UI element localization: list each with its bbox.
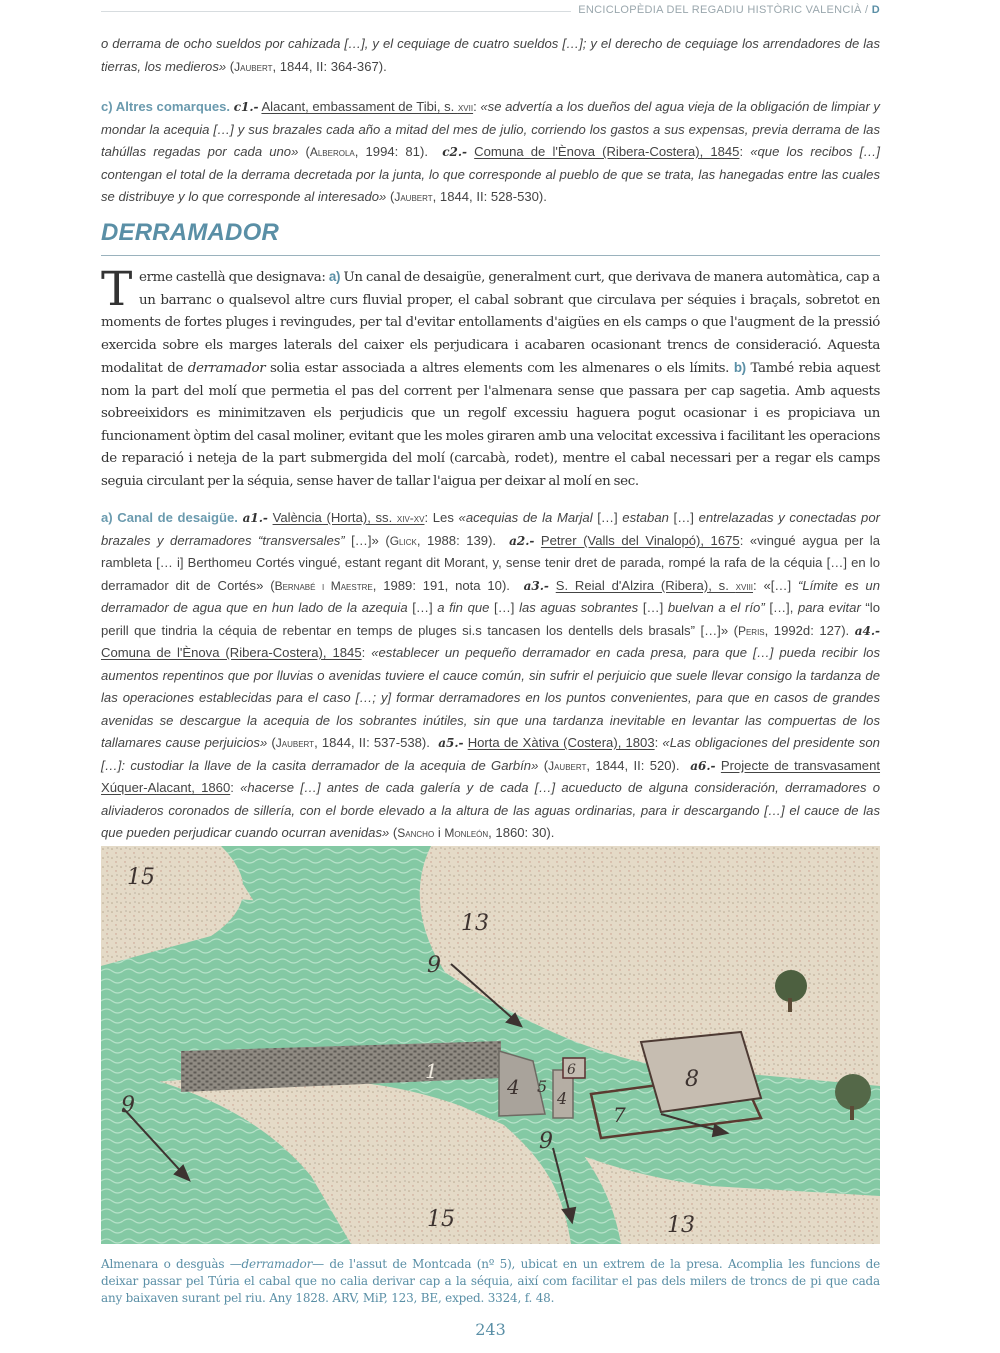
text: […]» ( (344, 532, 390, 548)
reference: , 1844, II: 537-538). (314, 735, 430, 750)
quote: entrelazadas y conectadas por brazales y derramadores “transversales” (101, 510, 880, 548)
citation-number-c1: c1.- (233, 100, 259, 114)
text: : «[…] (753, 577, 798, 593)
quote: buelvan a el río” (667, 600, 765, 615)
page (101, 0, 880, 1353)
label-a: a) (328, 269, 341, 284)
author: Sancho (397, 826, 435, 840)
citation-place-a1 (273, 510, 425, 525)
author: Jaubert (275, 736, 315, 750)
citation-place-a5: Horta de Xàtiva (Costera), 1803 (467, 735, 655, 750)
citation-number-a5: a5.- (438, 736, 464, 750)
tree-trunk (850, 1106, 854, 1120)
entry-title: DERRAMADOR (101, 219, 279, 246)
citation-place-a6: Projecte de transvasament Xúquer-Alacant, 1860 (101, 757, 881, 795)
text: […] (638, 600, 668, 615)
map-label: 4 (557, 1089, 568, 1108)
page-number: 243 (475, 1320, 506, 1339)
author: Bernabé i Maestre (274, 578, 373, 593)
tree (835, 1074, 871, 1110)
map-label: 5 (537, 1077, 548, 1096)
quote-a4: «establecer un pequeño derramador en cada presa, para que […] pueda recibir los aumentos repentinos que por lluvias o avenidas tuviere el cauce común, sin sufrir el perjuicio que suele llevar consigo la tardanza de las operaciones establecidas para el caso […; y] formar derramadores en los puntos convenientes, para que en casos de grandes avenidas se descargue la acequia de los sobrantes inútiles, sin que una tardanza inevitable en levantar las compuertas de los tallamares cause perjuicios» (101, 645, 880, 750)
place-text: València (Horta), ss. (272, 510, 397, 525)
entry-title-rule (101, 255, 880, 256)
citation-number-a4: a4.- (854, 623, 881, 638)
citation-place-c1 (261, 99, 473, 114)
reference: , 1989: 191, nota 10). (372, 577, 510, 593)
map-label: 6 (567, 1062, 576, 1078)
caption-term: derramador (241, 1257, 313, 1271)
tree (775, 970, 807, 1002)
citations-heading: a) Canal de desaigüe. (101, 510, 238, 525)
map-label: 9 (121, 1093, 135, 1118)
map-label: 1 (425, 1059, 438, 1083)
century: xvii (457, 100, 474, 114)
citation-number-a1: a1.- (242, 511, 268, 525)
citation-place-a4: Comuna de l'Ènova (Ribera-Costera), 1845 (101, 645, 362, 660)
map-label: 9 (427, 953, 441, 978)
reference: , 1994: 81). (354, 144, 428, 159)
citation-text-a2: : «vingué aygua per la rambleta [… i] Berthomeu Cortés vingué, estant regant dit Morant, y, sense tenir dret de parada, rompé la rafa de la céquia […] en lo derramador dit de Cortés» ( (101, 532, 880, 593)
figure-caption (101, 1256, 880, 1307)
quote: las aguas sobrantes (519, 600, 639, 615)
running-header (101, 4, 880, 20)
citation-number-c2: c2.- (442, 145, 468, 159)
citation-place-c2: Comuna de l'Ènova (Ribera-Costera), 1845 (474, 144, 740, 159)
text: […] (592, 510, 623, 525)
map-label: 13 (461, 911, 489, 936)
tree-trunk (788, 998, 792, 1012)
map-label: 15 (127, 865, 155, 890)
author: Jaubert (394, 190, 433, 204)
reference: , 1844, II: 364-367). (272, 58, 387, 74)
definition-text: solia estar associada a altres elements com les almenares o els límits. (265, 361, 734, 376)
definition-text: Un canal de desaigüe, generalment curt, que derivava de manera automàtica, cap a un barranc o qualsevol altre curs fluvial proper, el cabal sobrant que circulava per séquies i braçals, sobretot en moments de fortes pluges i revingudes, per tal d'evitar entollaments d'aigües en els camps o que l'augment de la pressió exercida sobre els marges laterals del caixer els perjudicara i acabaren ocasionant trencs de consideració. Aquesta modalitat de (101, 270, 880, 376)
text: : Les (424, 510, 459, 525)
citation-place-a3 (556, 578, 753, 593)
author: Peris (737, 623, 765, 638)
map-label: 4 (507, 1075, 520, 1099)
quote: para evitar (797, 600, 861, 615)
quote-a6: «hacerse […] antes de cada galería y de cada […] acueducto de alguna consideración, derramadores o aliviaderos coronados de sillería, con el borde elevado a la altura de las aguas ordinarias, para ir descargando […] el cauce de las que pueden perjudicar cuando ocurran avenidas» (101, 780, 880, 840)
text: […] (668, 510, 699, 525)
term: derramador (187, 361, 266, 376)
drop-cap: T (101, 262, 132, 317)
author: Monleón (444, 826, 489, 840)
map-label: 15 (427, 1207, 455, 1232)
weir-map (101, 846, 880, 1244)
century: xviii (735, 578, 754, 593)
author: Glick (389, 533, 417, 548)
reference: , 1844, II: 520). (586, 757, 680, 773)
author: Jaubert (234, 59, 273, 74)
citation-number-a2: a2.- (509, 533, 535, 548)
quote: «acequias de la Marjal (458, 510, 593, 525)
quote: estaban (622, 510, 669, 525)
quote-c2: «que los recibos […] contengan el total de la derrama decretada por la junta, lo que corresponde al pueblo de que se trata, las hanegadas entre las cuales se distribuye y lo que corresponde al interesado» (101, 144, 881, 204)
citation-place-a2: Petrer (Valls del Vinalopó), 1675 (540, 532, 740, 548)
map-illustration (101, 846, 880, 1244)
citations-paragraph: a) Canal de desaigüe. a1.- València (Horta), ss. xiv-xv: Les «acequias de la Marjal […] estaban […] entrelazadas y conectadas por brazales y derramadores “transversales” […]» (Glick, 1988: 139). a2.- Petrer (Valls del Vinalopó), 1675: «vingué aygua per la rambleta [… i] Berthomeu Cortés vingué, estant regant dit Morant, y, sense tenir dret de parada, rompé la rafa de la céquia […] en lo derramador dit de Cortés» (Bernabé i Maestre, 1989: 191, nota 10). a3.- S. Reial d'Alzira (Ribera), s. xviii: «[…] “Límite es un derramador de agua que en hun lado de la azequia […] a fin que […] las aguas sobrantes […] buelvan a el río” […], para evitar “lo perill que tindria la céquia de rebentar en temps de pluges si.s tancasen los dentells dels brasals” […]» (Peris, 1992d: 127). a4.- Comuna de l'Ènova (Ribera-Costera), 1845: «establecer un pequeño derramador en cada presa, para que […] pueda recibir los aumentos repentinos que por lluvias o avenidas tuviere el cauce común, sin sufrir el perjuicio que suele llevar consigo la tardanza de las operaciones establecidas para el caso […; y] formar derramadores en los puntos convenientes, para que en casos de grandes avenidas se descargue la acequia de los sobrantes inútiles, sin que una tardanza inevitable en levantar las compuertas de los tallamares cause perjuicios» (Jaubert, 1844, II: 537-538). a5.- Horta de Xàtiva (Costera), 1803: «Las obligaciones del presidente son […]: custodiar la llave de la casita derramador de la acequia de Garbín» (Jaubert, 1844, II: 520). a6.- Projecte de transvasament Xúquer-Alacant, 1860: «hacerse […] antes de cada galería y de cada […] acueducto de alguna consideración, derramadores o aliviaderos coronados de sillería, con el borde elevado a la altura de las aguas ordinarias, para ir descargando […] el cauce de las que pueden perjudicar cuando ocurran avenidas» (Sancho i Monleón, 1860: 30). (101, 510, 881, 840)
caption-text: Almenara o desguàs — (101, 1257, 242, 1271)
citation-number-a6: a6.- (690, 758, 716, 773)
section-c-paragraph: c) Altres comarques. c1.- Alacant, embassament de Tibi, s. xvii: «se advertía a los dueños del agua vieja de la obligación de limpiar y mondar la acequia […] y sus brazales cada año a mitad del mes de julio, corriendo los gastos a sus expensas, previa derrama de las tahúllas regadas por cada uno» (Alberola, 1994: 81). c2.- Comuna de l'Ènova (Ribera-Costera), 1845: «que los recibos […] contengan el total de la derrama decretada por la junta, lo que corresponde al pueblo de que se trata, las hanegadas entre las cuales se distribuye y lo que corresponde al interesado» (Jaubert, 1844, II: 528-530). (101, 99, 881, 204)
map-label: 9 (539, 1129, 553, 1154)
text: […] (407, 600, 438, 615)
prev-entry-paragraph (101, 33, 880, 78)
place-text: Alacant, embassament de Tibi, s. (261, 99, 458, 114)
map-label: 7 (613, 1103, 626, 1127)
place-text: S. Reial d'Alzira (Ribera), s. (555, 577, 736, 593)
reference: , 1844, II: 528-530). (432, 189, 547, 204)
quote-a5: «Las obligaciones del presidente son […]: custodiar la llave de la casita derramador de la acequia de Garbín» (101, 735, 880, 773)
text: i (434, 825, 445, 840)
definition-text: erme castellà que designava: (139, 270, 329, 285)
reference: , 1992d: 127). (764, 622, 850, 638)
text: “lo perill que tindria la céquia de rebentar en temps de pluges si.s tancasen los dentells dels brasals” […]» ( (101, 600, 880, 638)
author: Jaubert (548, 758, 587, 773)
text: […], (764, 600, 798, 615)
text: ( (226, 58, 235, 74)
structure-8 (641, 1032, 761, 1112)
quote: a fin que (437, 600, 490, 615)
reference: , 1860: 30). (488, 825, 555, 840)
century: xiv-xv (396, 511, 425, 525)
running-title: ENCICLOPÈDIA DEL REGADIU HISTÒRIC VALENCIÀ / (578, 4, 869, 16)
quote: “Límite es un derramador de agua que en hun lado de la azequia (101, 577, 881, 615)
quote-text: o derrama de ocho sueldos por cahizada […], y el cequiage de cuatro sueldos […]; y el derecho de cequiage los arrendadores de las tierras, los medieros» (101, 36, 880, 74)
definition-text: També rebia aquest nom la part del molí que permetia el pas del corrent per l'almenara sense que passara per cap sagetia. Amb aquests sobreeixidors es minimitzaven els perjudicis que un regolf excessiu haguera pogut ocasionar i es propiciava un funcionament òptim del casal moliner, evitant que les moles giraren amb una velocitat excessiva i facilitant les operacions de reparació i neteja de la part submergida del molí (carcabà, rodet), mentre el cabal necessari per a regar els camps seguia circulant per la séquia, sense haver de tallar l'aigua per deixar al molí en sec. (101, 361, 880, 489)
map-label: 8 (685, 1067, 699, 1092)
label-b: b) (733, 360, 746, 375)
map-label: 13 (667, 1213, 695, 1238)
section-c-heading: c) Altres comarques. (101, 99, 231, 114)
caption-text: — de l'assut de Montcada (nº 5), ubicat en un extrem de la presa. Acomplia les funcions de deixar passar pel Túria el cabal que no calia derivar cap a la séquia, així com facilitar el pas dels milers de troncs de pi que cada any baixaven surant pel riu. Any 1828. ARV, MiP, 123, BE, exped. 3324, f. 48. (101, 1257, 880, 1305)
definition-paragraph (101, 262, 880, 493)
reference: , 1988: 139). (416, 532, 497, 548)
header-rule (101, 11, 571, 12)
author: Alberola (309, 145, 355, 159)
text: […] (489, 600, 520, 615)
quote-c1: «se advertía a los dueños del agua vieja de la obligación de limpiar y mondar la acequia […] y sus brazales cada año a mitad del mes de julio, corriendo los gastos a sus expensas, previa derrama de las tahúllas regadas por cada uno» (101, 99, 880, 159)
citation-number-a3: a3.- (523, 578, 549, 593)
section-letter: D (871, 4, 880, 16)
